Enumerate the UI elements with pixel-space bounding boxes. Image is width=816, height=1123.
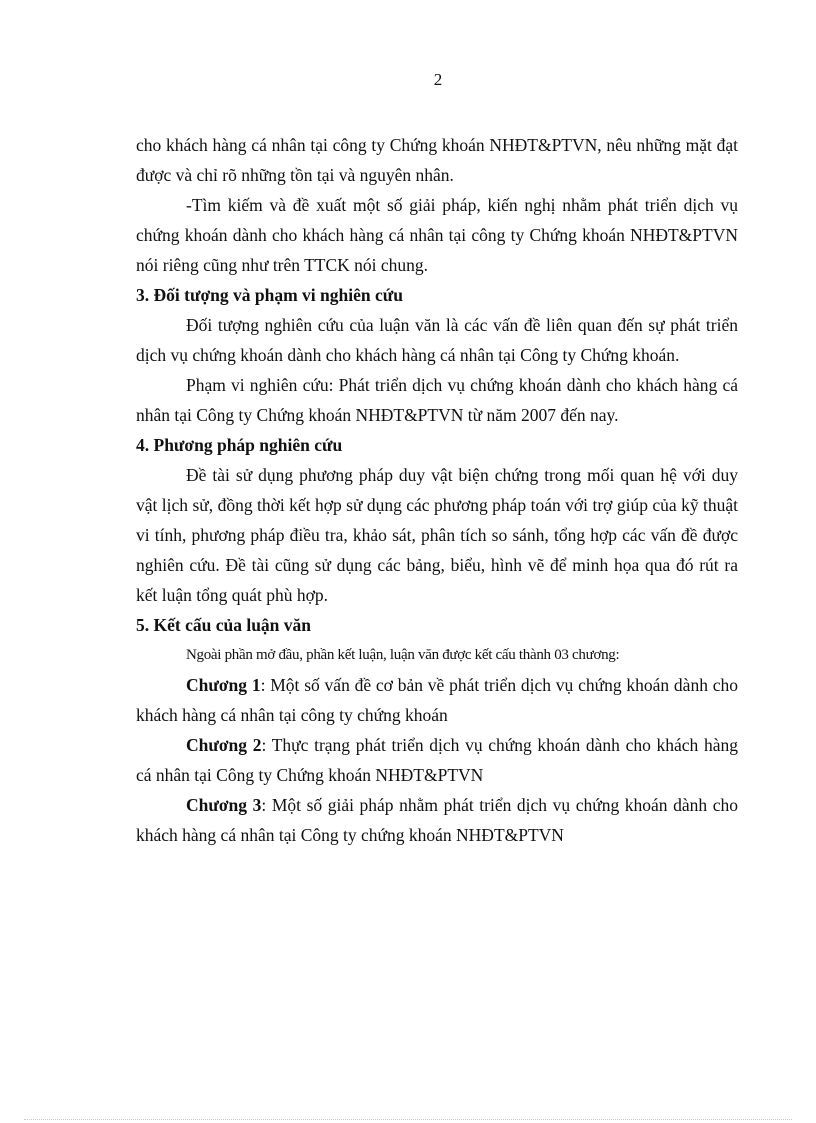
paragraph-research-object: Đối tượng nghiên cứu của luận văn là các vấn đề liên quan đến sự phát triển dịch vụ chứng khoán dành cho khách hàng cá nhân tại Công ty Chứng khoán. bbox=[136, 315, 738, 365]
page-bottom-divider bbox=[24, 1119, 792, 1120]
chapter-3-paragraph bbox=[136, 790, 738, 850]
paragraph-proposals: -Tìm kiếm và đề xuất một số giải pháp, kiến nghị nhằm phát triển dịch vụ chứng khoán dành cho khách hàng cá nhân tại công ty Chứng khoán NHĐT&PTVN nói riêng cũng như trên TTCK nói chung. bbox=[136, 195, 738, 275]
heading-scope: 3. Đối tượng và phạm vi nghiên cứu bbox=[136, 285, 403, 305]
paragraph-research-scope: Phạm vi nghiên cứu: Phát triển dịch vụ chứng khoán dành cho khách hàng cá nhân tại Công ty Chứng khoán NHĐT&PTVN từ năm 2007 đến nay. bbox=[136, 375, 738, 425]
chapter-3-text: : Một số giải pháp nhằm phát triển dịch vụ chứng khoán dành cho khách hàng cá nhân tại Công ty chứng khoán NHĐT&PTVN bbox=[136, 795, 738, 845]
page-number: 2 bbox=[433, 70, 443, 89]
paragraph-structure-intro: Ngoài phần mở đầu, phần kết luận, luận văn được kết cấu thành 03 chương: bbox=[186, 647, 620, 663]
heading-methodology: 4. Phương pháp nghiên cứu bbox=[136, 435, 343, 455]
chapter-2-text: : Thực trạng phát triển dịch vụ chứng khoán dành cho khách hàng cá nhân tại Công ty Chứng khoán NHĐT&PTVN bbox=[136, 735, 738, 785]
chapter-2-paragraph bbox=[136, 730, 738, 790]
chapter-1-paragraph bbox=[136, 670, 738, 730]
paragraph-methodology: Đề tài sử dụng phương pháp duy vật biện chứng trong mối quan hệ với duy vật lịch sử, đồng thời kết hợp sử dụng các phương pháp toán với trợ giúp của kỹ thuật vi tính, phương pháp điều tra, khảo sát, phân tích so sánh, tổng hợp các vấn đề được nghiên cứu. Đề tài cũng sử dụng các bảng, biểu, hình vẽ để minh họa qua đó rút ra kết luận tổng quát phù hợp. bbox=[136, 465, 738, 605]
document-body bbox=[136, 130, 738, 850]
chapter-3-label: Chương 3 bbox=[186, 795, 262, 815]
heading-structure: 5. Kết cấu của luận văn bbox=[136, 615, 312, 635]
chapter-1-text: : Một số vấn đề cơ bản về phát triển dịch vụ chứng khoán dành cho khách hàng cá nhân tại công ty chứng khoán bbox=[136, 675, 738, 725]
chapter-2-label: Chương 2 bbox=[186, 735, 262, 755]
paragraph-objectives-continued: cho khách hàng cá nhân tại công ty Chứng khoán NHĐT&PTVN, nêu những mặt đạt được và chỉ rõ những tồn tại và nguyên nhân. bbox=[136, 135, 738, 185]
chapter-1-label: Chương 1 bbox=[186, 675, 261, 695]
